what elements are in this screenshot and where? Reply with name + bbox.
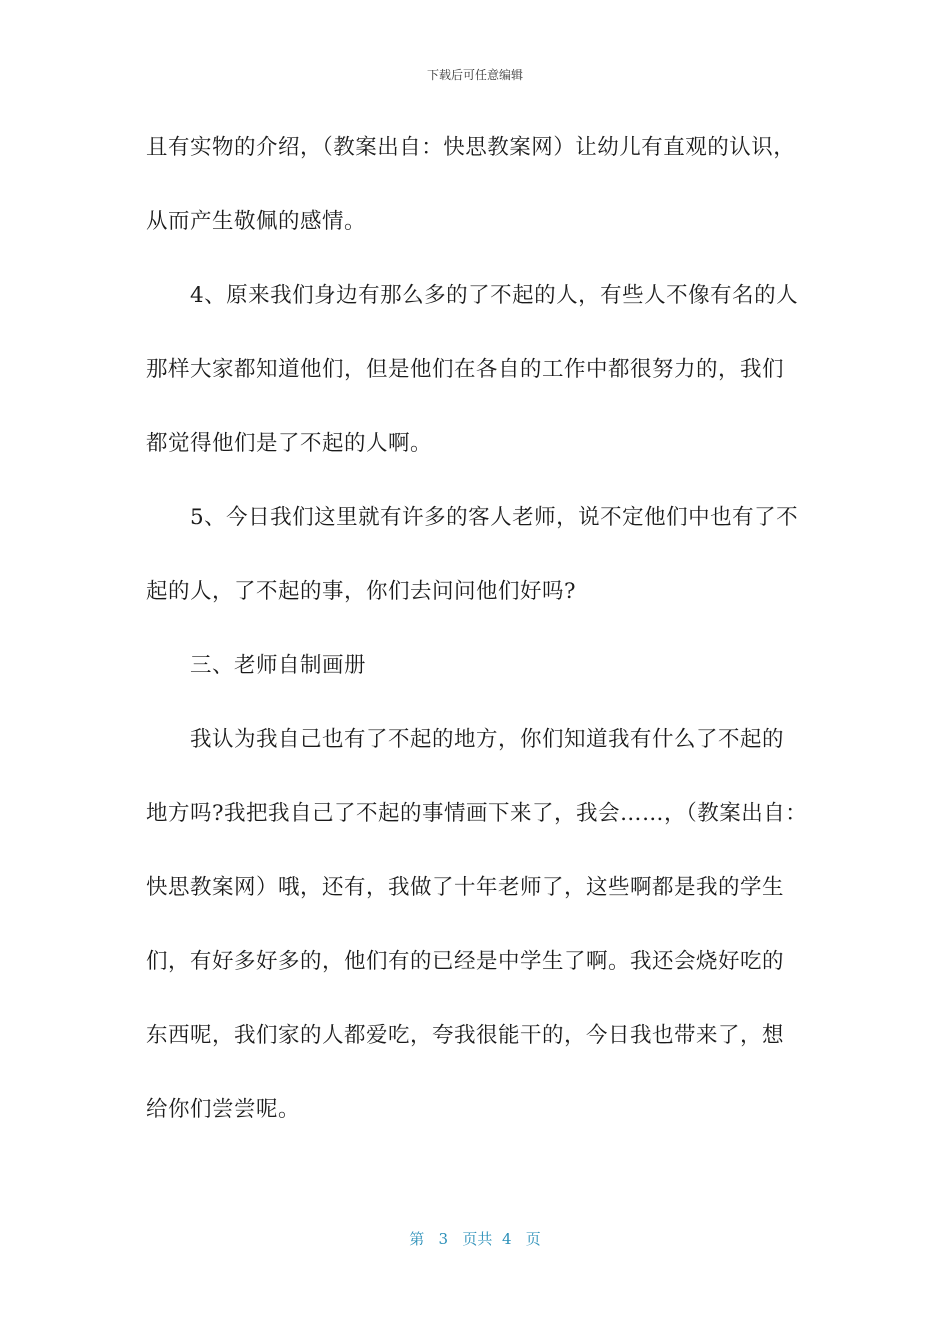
body-line: 们，有好多好多的，他们有的已经是中学生了啊。我还会烧好吃的 — [146, 949, 785, 974]
body-line: 地方吗?我把我自己了不起的事情画下来了，我会……，（教案出自： — [146, 801, 808, 826]
footer-label-page: 第 — [409, 1230, 425, 1248]
footer-label-of: 页共 — [462, 1230, 493, 1248]
body-line: 那样大家都知道他们，但是他们在各自的工作中都很努力的，我们 — [146, 357, 785, 382]
footer-current-page: 3 — [438, 1230, 449, 1248]
body-line: 都觉得他们是了不起的人啊。 — [146, 431, 433, 456]
body-line: 我认为我自己也有了不起的地方，你们知道我有什么了不起的 — [190, 727, 785, 752]
body-line: 东西呢，我们家的人都爱吃，夸我很能干的，今日我也带来了，想 — [146, 1023, 785, 1048]
body-line: 起的人，了不起的事，你们去问问他们好吗? — [146, 579, 577, 604]
page-header: 下载后可任意编辑 — [426, 68, 523, 82]
page-footer — [0, 1228, 950, 1249]
body-line: 快思教案网）哦，还有，我做了十年老师了，这些啊都是我的学生 — [146, 875, 785, 900]
body-line: 给你们尝尝呢。 — [146, 1097, 301, 1122]
section-heading: 三、老师自制画册 — [190, 653, 367, 678]
footer-label-end: 页 — [525, 1230, 541, 1248]
body-line: 4、原来我们身边有那么多的了不起的人，有些人不像有名的人 — [190, 283, 799, 308]
body-line: 且有实物的介绍，（教案出自：快思教案网）让幼儿有直观的认识， — [146, 135, 796, 160]
body-line: 5、今日我们这里就有许多的客人老师，说不定他们中也有了不 — [190, 505, 799, 530]
body-line: 从而产生敬佩的感情。 — [146, 209, 367, 234]
document-body — [146, 124, 811, 1160]
footer-total-pages: 4 — [501, 1230, 512, 1248]
